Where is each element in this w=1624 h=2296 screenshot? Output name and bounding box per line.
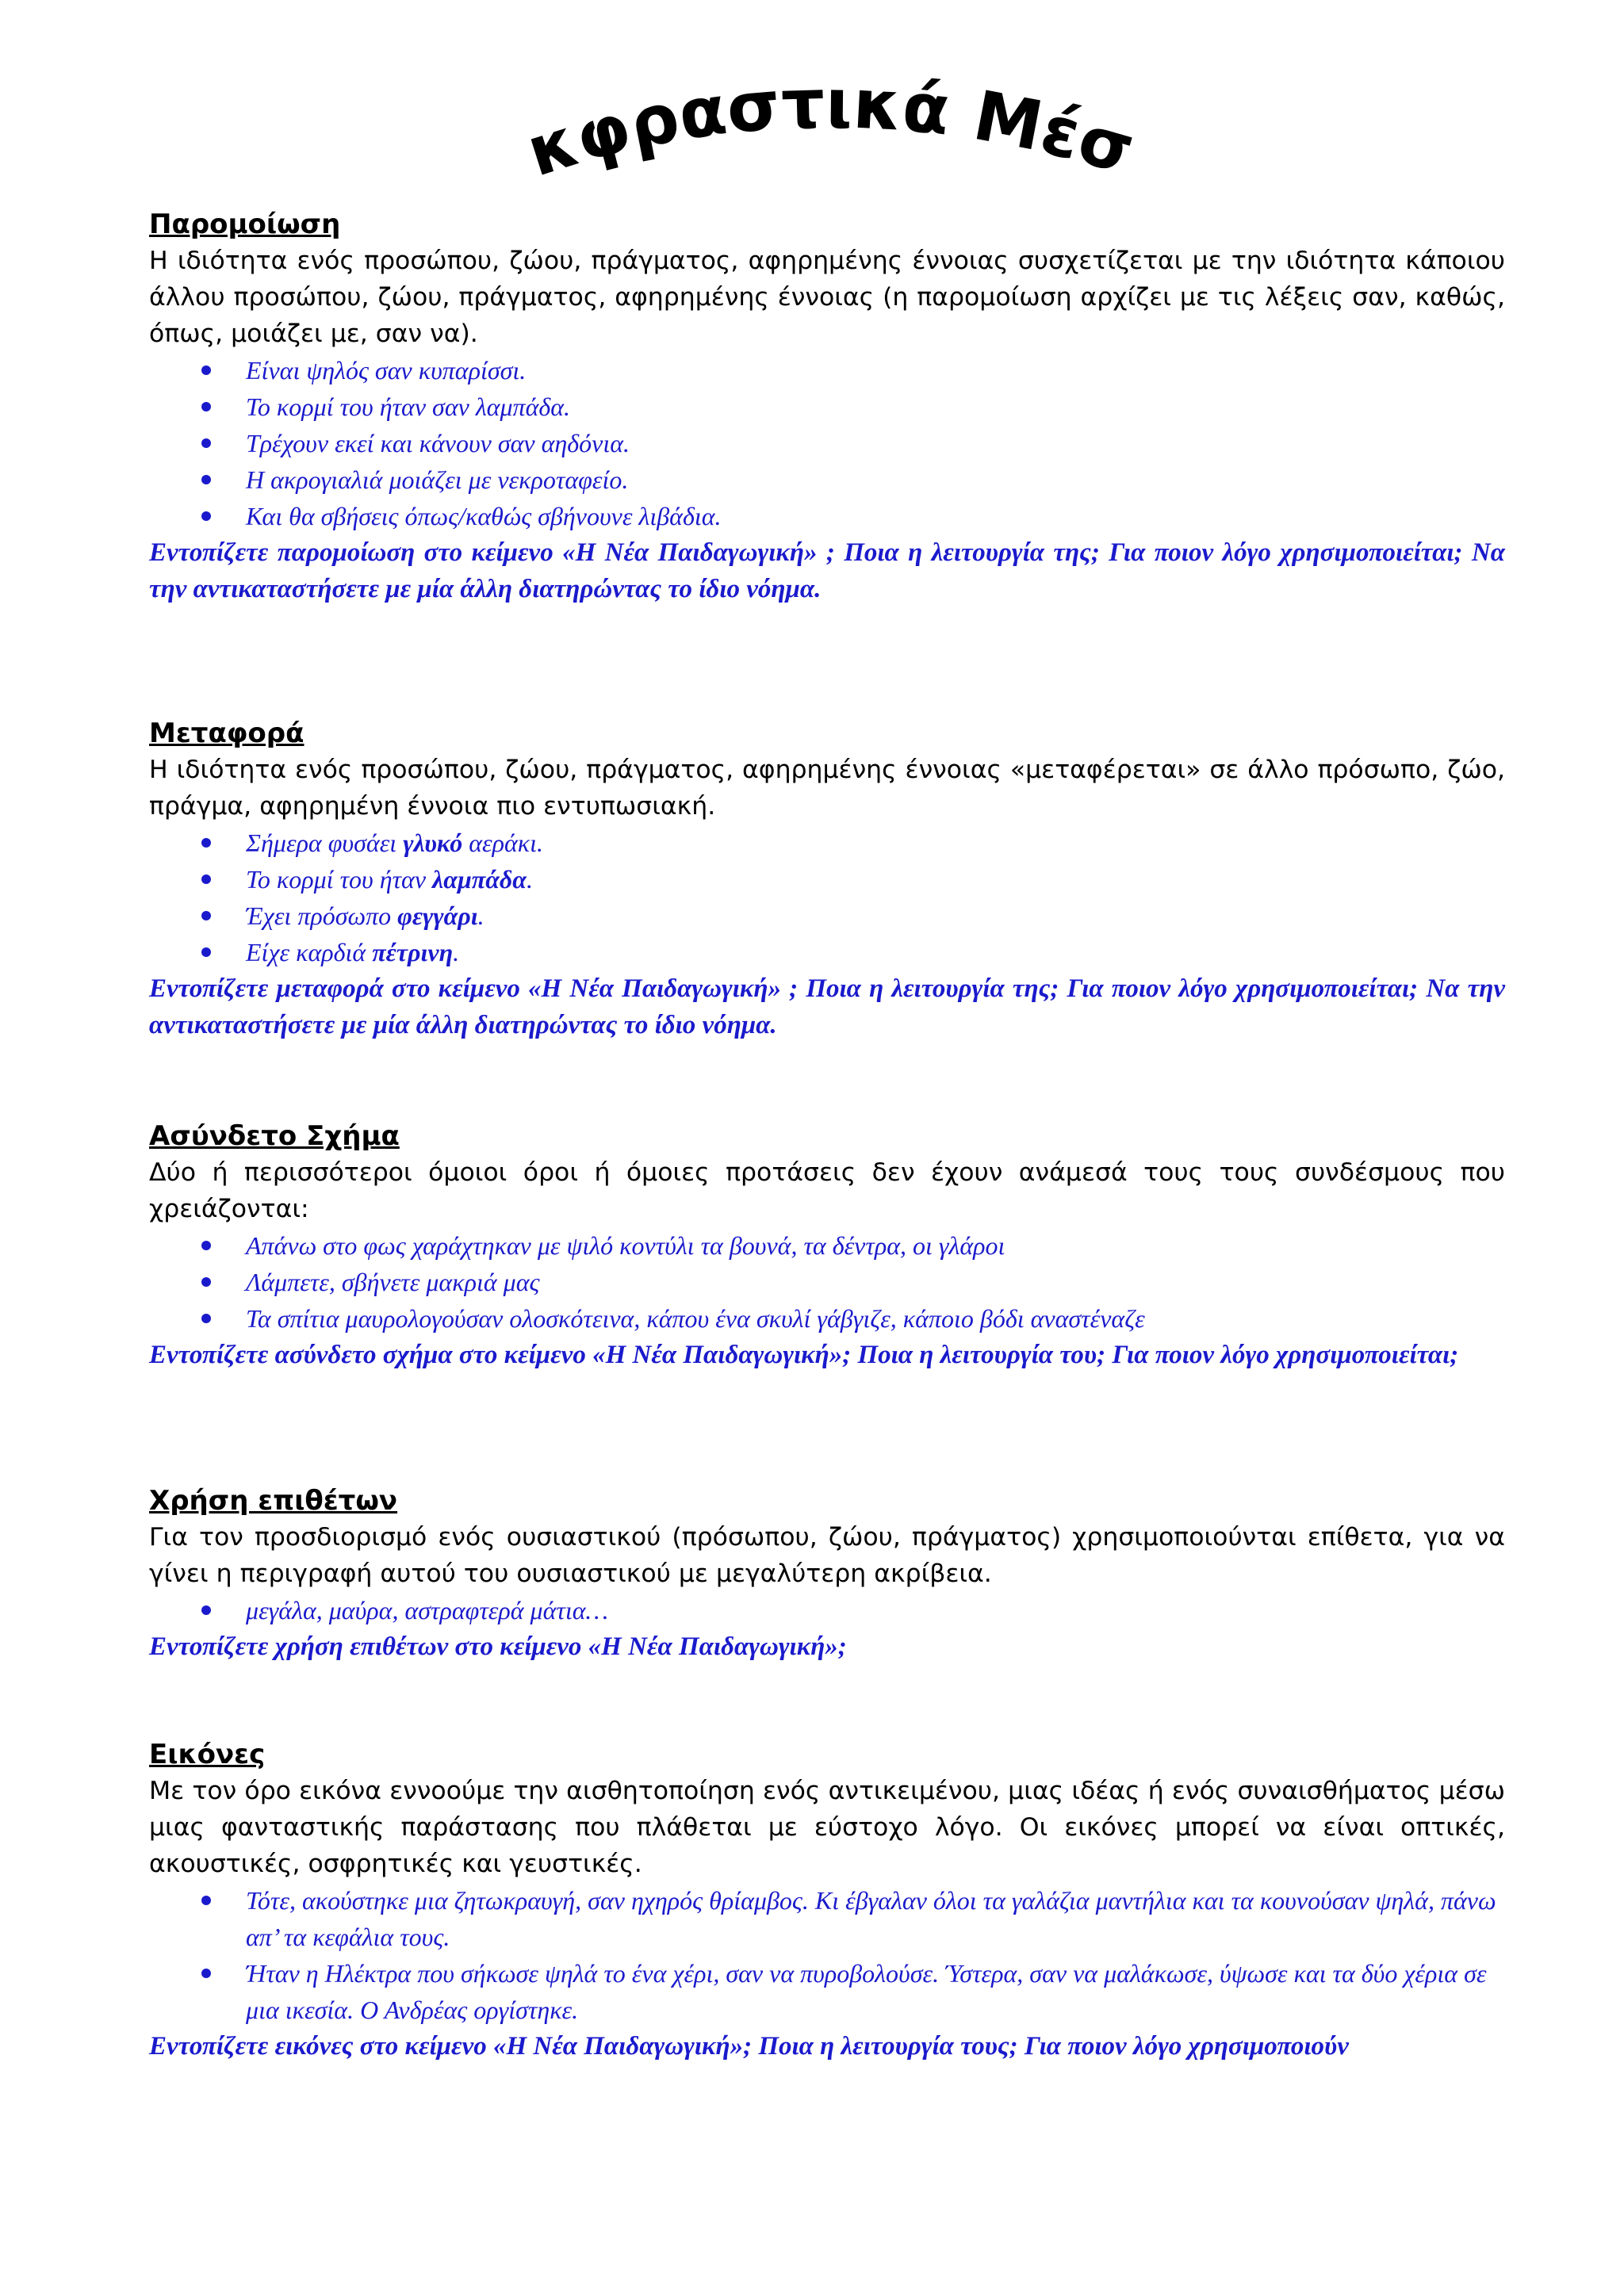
examples-list (149, 825, 1505, 970)
section-task: Εντοπίζετε χρήση επιθέτων στο κείμενο «Η Νέα Παιδαγωγική»; (149, 1632, 847, 1661)
example-text: Είναι ψηλός σαν κυπαρίσσι. (246, 356, 527, 385)
title-area (149, 13, 1505, 203)
bullet-icon (201, 838, 211, 848)
example-text: Απάνω στο φως χαράχτηκαν με ψιλό κοντύλι τα βουνά, τα δέντρα, οι γλάροι (246, 1231, 1005, 1260)
section-definition: Δύο ή περισσότεροι όμοιοι όροι ή όμοιες προτάσεις δεν έχουν ανάμεσά τους τους συνδέσμους που χρειάζονται: (149, 1158, 1505, 1223)
example-item (149, 934, 1505, 970)
example-text-end: αεράκι. (462, 828, 544, 857)
bullet-icon (201, 475, 211, 484)
bullet-icon (201, 402, 211, 411)
example-item (149, 498, 1505, 534)
example-text-end: . (477, 901, 485, 930)
example-item (149, 352, 1505, 388)
bullet-icon (201, 438, 211, 448)
section-definition: Για τον προσδιορισμό ενός ουσιαστικού (πρόσωπου, ζώου, πράγματος) χρησιμοποιούνται επίθετα, για να γίνει η περιγραφή αυτού του ουσιαστικού με μεγαλύτερη ακρίβεια. (149, 1523, 1505, 1588)
bullet-icon (201, 1605, 211, 1615)
bullet-icon (201, 1241, 211, 1250)
example-emphasis: φεγγάρι (397, 901, 478, 930)
examples-list (149, 352, 1505, 534)
section-adjectives (149, 1483, 1505, 1665)
section-asyndeton (149, 1118, 1505, 1373)
bullet-icon (201, 1277, 211, 1287)
bullet-icon (201, 1314, 211, 1323)
example-text: Είχε καρδιά (246, 938, 373, 966)
section-heading: Ασύνδετο Σχήμα (149, 1120, 400, 1152)
example-text: Και θα σβήσεις όπως/καθώς σβήνουνε λιβάδια. (246, 502, 722, 530)
bullet-icon (201, 1969, 211, 1978)
examples-list (149, 1227, 1505, 1337)
example-item (149, 461, 1505, 498)
example-text: Σήμερα φυσάει (246, 828, 404, 857)
example-item (149, 1227, 1505, 1264)
section-heading: Χρήση επιθέτων (149, 1485, 398, 1517)
title-textpath: Εκφραστικά Μέσα (498, 13, 1143, 193)
bullet-icon (201, 365, 211, 375)
example-emphasis: γλυκό (403, 828, 463, 857)
example-text: Τρέχουν εκεί και κάνουν σαν αηδόνια. (246, 429, 630, 457)
example-item (149, 897, 1505, 934)
title-text (498, 13, 1142, 193)
example-text: Η ακρογιαλιά μοιάζει με νεκροταφείο. (246, 465, 629, 494)
section-task: Εντοπίζετε ασύνδετο σχήμα στο κείμενο «Η Νέα Παιδαγωγική»; Ποια η λειτουργία του; Για ποιον λόγο χρησιμοποιείται; (149, 1341, 1459, 1369)
section-task: Εντοπίζετε μεταφορά στο κείμενο «Η Νέα Παιδαγωγική» ; Ποια η λειτουργία της; Για ποιον λόγο χρησιμοποιείται; Να την αντικαταστήσετε με μία άλλη διατηρώντας το ίδιο νόημα. (149, 974, 1505, 1039)
example-item (149, 1882, 1505, 1955)
example-item (149, 425, 1505, 461)
examples-list (149, 1592, 1505, 1628)
example-item (149, 1592, 1505, 1628)
example-emphasis: λαμπάδα (432, 865, 527, 894)
section-simile (149, 206, 1505, 607)
example-item (149, 1955, 1505, 2028)
example-item (149, 388, 1505, 425)
example-item (149, 825, 1505, 861)
section-definition: Η ιδιότητα ενός προσώπου, ζώου, πράγματος, αφηρημένης έννοιας «μεταφέρεται» σε άλλο πρόσωπο, ζώο, πράγμα, αφηρημένη έννοια πιο εντυπωσιακή. (149, 756, 1505, 821)
example-text: Τότε, ακούστηκε μια ζητωκραυγή, σαν ηχηρός θρίαμβος. Κι έβγαλαν όλοι τα γαλάζια μαντήλια και τα κουνούσαν ψηλά, πάνω απ’ τα κεφάλια τους. (246, 1886, 1496, 1951)
bullet-icon (201, 511, 211, 521)
example-text: Το κορμί του ήταν (246, 865, 433, 894)
bullet-icon (201, 1896, 211, 1905)
section-task: Εντοπίζετε εικόνες στο κείμενο «Η Νέα Παιδαγωγική»; Ποια η λειτουργία τους; Για ποιον λόγο χρησιμοποιούν (149, 2032, 1349, 2061)
section-metaphor (149, 715, 1505, 1043)
bullet-icon (201, 874, 211, 884)
section-heading: Μεταφορά (149, 718, 304, 749)
example-item (149, 1264, 1505, 1300)
example-text: μεγάλα, μαύρα, αστραφτερά μάτια… (246, 1596, 608, 1624)
document-title (498, 13, 1143, 203)
section-heading: Εικόνες (149, 1739, 266, 1770)
section-heading: Παρομοίωση (149, 209, 341, 240)
example-text-end: . (453, 938, 460, 966)
section-definition: Η ιδιότητα ενός προσώπου, ζώου, πράγματος, αφηρημένης έννοιας συσχετίζεται με την ιδιότητα κάποιου άλλου προσώπου, ζώου, πράγματος, αφηρημένης έννοιας (η παρομοίωση αρχίζει με τις λέξεις σαν, καθώς, όπως, μοιάζει με, σαν να). (149, 247, 1505, 348)
bullet-icon (201, 947, 211, 957)
section-task: Εντοπίζετε παρομοίωση στο κείμενο «Η Νέα Παιδαγωγική» ; Ποια η λειτουργία της; Για ποιον λόγο χρησιμοποιείται; Να την αντικαταστήσετε με μία άλλη διατηρώντας το ίδιο νόημα. (149, 538, 1505, 603)
example-item (149, 1300, 1505, 1337)
section-definition: Με τον όρο εικόνα εννοούμε την αισθητοποίηση ενός αντικειμένου, μιας ιδέας ή ενός συναισθήματος μέσω μιας φανταστικής παράστασης που πλάθεται με εύστοχο λόγο. Οι εικόνες μπορεί να είναι οπτικές, ακουστικές, οσφρητικές και γευστικές. (149, 1777, 1505, 1878)
example-text: Λάμπετε, σβήνετε μακριά μας (246, 1268, 540, 1296)
example-text-end: . (527, 865, 533, 894)
examples-list (149, 1882, 1505, 2028)
bullet-icon (201, 911, 211, 920)
example-text: Έχει πρόσωπο (246, 901, 398, 930)
example-text: Τα σπίτια μαυρολογούσαν ολοσκότεινα, κάπου ένα σκυλί γάβγιζε, κάποιο βόδι αναστέναζε (246, 1304, 1145, 1333)
example-text: Ήταν η Ηλέκτρα που σήκωσε ψηλά το ένα χέρι, σαν να πυροβολούσε. Ύστερα, σαν να μαλάκωσε, ύψωσε και τα δύο χέρια σε μια ικεσία. Ο Ανδρέας οργίστηκε. (246, 1959, 1487, 2024)
example-text: Το κορμί του ήταν σαν λαμπάδα. (246, 392, 571, 421)
example-item (149, 861, 1505, 897)
example-emphasis: πέτρινη (372, 938, 454, 966)
section-images (149, 1736, 1505, 2064)
